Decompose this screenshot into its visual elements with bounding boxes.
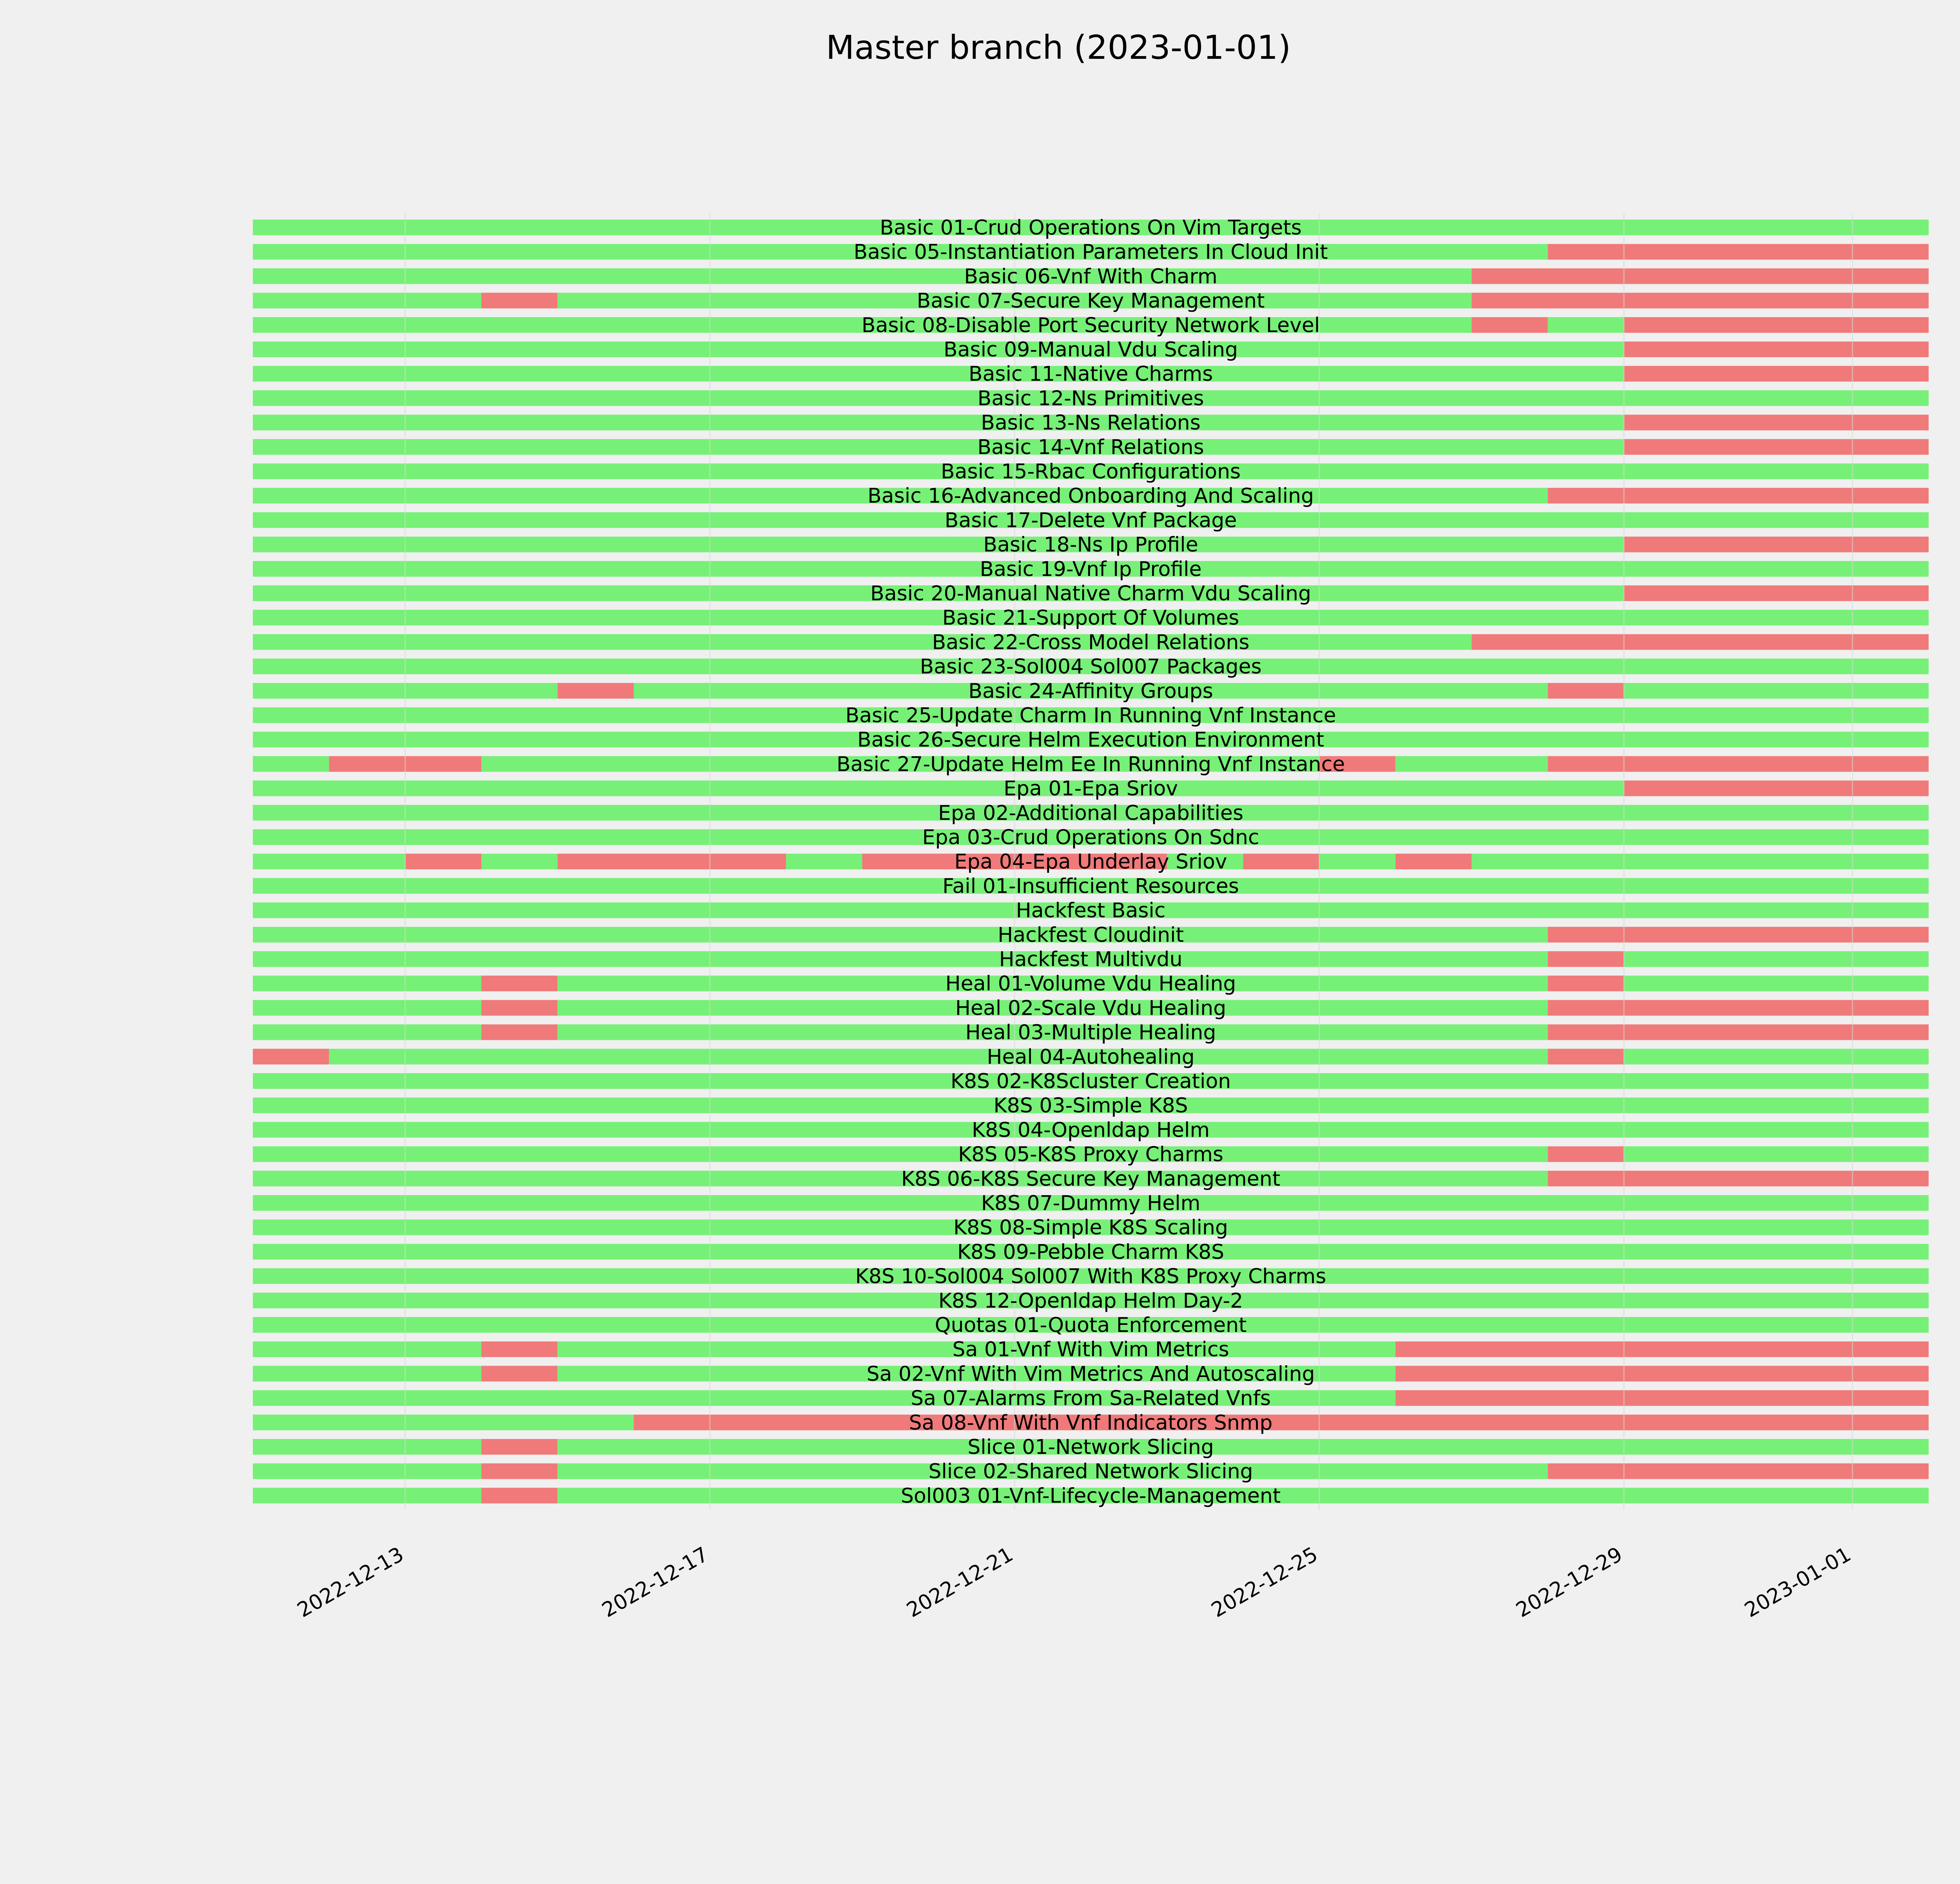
pass-segment <box>557 1439 1929 1455</box>
fail-segment <box>1396 854 1472 869</box>
pass-segment <box>253 1463 481 1479</box>
fail-segment <box>481 1000 557 1016</box>
pass-segment <box>253 927 1548 943</box>
pass-segment <box>329 1049 1548 1065</box>
pass-segment <box>253 366 1624 382</box>
row-label: Basic 12-Ns Primitives <box>977 387 1204 411</box>
row-label: Hackfest Multivdu <box>999 948 1183 971</box>
fail-segment <box>1548 244 1929 260</box>
pass-segment <box>253 781 1624 796</box>
x-axis-ticks <box>293 1542 1855 1622</box>
row-label: Fail 01-Insufficient Resources <box>942 874 1239 898</box>
pass-segment <box>253 1146 1548 1162</box>
fail-segment <box>1548 976 1624 991</box>
fail-segment <box>1548 1463 1929 1479</box>
x-tick-label: 2022-12-29 <box>1512 1542 1627 1622</box>
row-label: K8S 08-Simple K8S Scaling <box>953 1216 1228 1240</box>
fail-segment <box>1548 927 1929 943</box>
pass-segment <box>253 634 1472 650</box>
row-label: Basic 08-Disable Port Security Network Level <box>861 313 1320 337</box>
row-label: Heal 03-Multiple Healing <box>965 1021 1216 1045</box>
row-label: Sa 01-Vnf With Vim Metrics <box>952 1338 1229 1362</box>
row-label: Basic 17-Delete Vnf Package <box>944 509 1237 532</box>
fail-segment <box>405 854 481 869</box>
chart-title: Master branch (2023-01-01) <box>826 28 1291 67</box>
row-label: Epa 03-Crud Operations On Sdnc <box>922 826 1259 849</box>
row-label: Epa 04-Epa Underlay Sriov <box>954 850 1227 874</box>
row-label: K8S 09-Pebble Charm K8S <box>957 1240 1225 1264</box>
x-tick-label: 2023-01-01 <box>1740 1542 1855 1622</box>
row-label: Basic 11-Native Charms <box>968 362 1213 386</box>
row-label: Basic 22-Cross Model Relations <box>932 630 1250 654</box>
row-label: Heal 02-Scale Vdu Healing <box>955 996 1227 1020</box>
row-label: Basic 16-Advanced Onboarding And Scaling <box>867 484 1314 508</box>
row-label: Basic 09-Manual Vdu Scaling <box>943 338 1238 362</box>
pass-segment <box>253 439 1624 455</box>
pass-segment <box>1319 854 1395 869</box>
pass-segment <box>1396 756 1548 772</box>
fail-segment <box>1396 1390 1929 1406</box>
pass-segment <box>1624 683 1929 699</box>
fail-segment <box>1548 1146 1624 1162</box>
x-tick-label: 2022-12-17 <box>598 1542 713 1622</box>
fail-segment <box>481 1025 557 1040</box>
fail-segment <box>634 1415 1929 1430</box>
pass-segment <box>253 342 1624 357</box>
fail-segment <box>557 854 786 869</box>
pass-segment <box>253 293 481 309</box>
fail-segment <box>1624 317 1929 333</box>
fail-segment <box>1548 756 1929 772</box>
fail-segment <box>1624 415 1929 431</box>
fail-segment <box>481 1488 557 1503</box>
row-label: Basic 23-Sol004 Sol007 Packages <box>920 655 1262 679</box>
row-label: K8S 04-Openldap Helm <box>971 1118 1210 1142</box>
row-label: Hackfest Basic <box>1016 899 1166 923</box>
row-label: K8S 07-Dummy Helm <box>981 1192 1201 1215</box>
row-label: Basic 07-Secure Key Management <box>916 289 1265 313</box>
pass-segment <box>1624 976 1929 991</box>
fail-segment <box>1548 1049 1624 1065</box>
row-label: K8S 03-Simple K8S <box>993 1094 1188 1118</box>
pass-segment <box>1548 317 1624 333</box>
row-label: Quotas 01-Quota Enforcement <box>935 1314 1247 1337</box>
fail-segment <box>481 1341 557 1357</box>
fail-segment <box>253 1049 329 1065</box>
row-label: Basic 15-Rbac Configurations <box>941 460 1241 483</box>
row-label: Sa 08-Vnf With Vnf Indicators Snmp <box>909 1411 1273 1435</box>
row-label: K8S 10-Sol004 Sol007 With K8S Proxy Charms <box>855 1264 1327 1288</box>
row-label: K8S 06-K8S Secure Key Management <box>901 1167 1281 1191</box>
row-label: Epa 01-Epa Sriov <box>1004 777 1178 801</box>
pass-segment <box>253 951 1548 967</box>
fail-segment <box>481 293 557 309</box>
fail-segment <box>1472 317 1548 333</box>
pass-segment <box>253 1341 481 1357</box>
pass-segment <box>1624 1146 1929 1162</box>
fail-segment <box>1548 488 1929 503</box>
pass-segment <box>253 1488 481 1503</box>
pass-segment <box>253 268 1472 284</box>
fail-segment <box>1548 1000 1929 1016</box>
fail-segment <box>1548 1025 1929 1040</box>
row-label: Sa 07-Alarms From Sa-Related Vnfs <box>911 1386 1271 1410</box>
row-label: Basic 25-Update Charm In Running Vnf Instance <box>845 704 1336 727</box>
fail-segment <box>1396 1366 1929 1381</box>
row-label: Slice 01-Network Slicing <box>967 1435 1214 1459</box>
fail-segment <box>481 976 557 991</box>
pass-segment <box>1624 1049 1929 1065</box>
row-label: K8S 05-K8S Proxy Charms <box>958 1143 1223 1166</box>
fail-segment <box>1472 634 1929 650</box>
fail-segment <box>1472 293 1929 309</box>
row-label: Basic 14-Vnf Relations <box>977 435 1204 459</box>
pass-segment <box>253 415 1624 431</box>
row-label: Basic 21-Support Of Volumes <box>942 606 1240 630</box>
row-label: Basic 13-Ns Relations <box>981 411 1201 435</box>
row-label: Basic 27-Update Helm Ee In Running Vnf Instance <box>836 752 1345 776</box>
row-label: Heal 01-Volume Vdu Healing <box>945 972 1236 996</box>
row-label: Slice 02-Shared Network Slicing <box>928 1460 1253 1484</box>
x-tick-label: 2022-12-21 <box>902 1542 1017 1622</box>
fail-segment <box>557 683 633 699</box>
row-label: Basic 05-Instantiation Parameters In Cloud Init <box>853 240 1328 264</box>
row-label: Basic 19-Vnf Ip Profile <box>980 557 1202 581</box>
fail-segment <box>1548 1171 1929 1186</box>
pass-segment <box>1624 951 1929 967</box>
pass-segment <box>481 854 557 869</box>
row-label: Sa 02-Vnf With Vim Metrics And Autoscaling <box>866 1362 1315 1386</box>
fail-segment <box>1548 683 1624 699</box>
fail-segment <box>481 1366 557 1381</box>
fail-segment <box>1472 268 1929 284</box>
pass-segment <box>253 1025 481 1040</box>
fail-segment <box>1396 1341 1929 1357</box>
fail-segment <box>1624 342 1929 357</box>
pass-segment <box>253 537 1624 552</box>
row-label: Heal 04-Autohealing <box>987 1045 1195 1069</box>
pass-segment <box>253 1366 481 1381</box>
row-label: Basic 26-Secure Helm Execution Environment <box>857 728 1324 752</box>
fail-segment <box>1624 585 1929 601</box>
row-label: Basic 24-Affinity Groups <box>968 679 1213 703</box>
pass-segment <box>253 854 405 869</box>
pass-segment <box>253 976 481 991</box>
row-label: Epa 02-Additional Capabilities <box>938 801 1243 825</box>
pass-segment <box>1472 854 1929 869</box>
fail-segment <box>1548 951 1624 967</box>
row-label: Basic 06-Vnf With Charm <box>964 265 1218 289</box>
pass-segment <box>253 756 329 772</box>
row-label: K8S 02-K8Scluster Creation <box>950 1070 1231 1093</box>
pass-segment <box>253 1439 481 1455</box>
row-label: K8S 12-Openldap Helm Day-2 <box>938 1289 1243 1313</box>
row-label: Basic 18-Ns Ip Profile <box>983 533 1198 557</box>
pass-segment <box>253 1000 481 1016</box>
fail-segment <box>481 1463 557 1479</box>
fail-segment <box>1624 781 1929 796</box>
fail-segment <box>1243 854 1319 869</box>
x-tick-label: 2022-12-25 <box>1207 1542 1322 1622</box>
fail-segment <box>481 1439 557 1455</box>
row-label: Basic 01-Crud Operations On Vim Targets <box>880 216 1302 240</box>
pass-segment <box>253 1171 1548 1186</box>
pass-segment <box>253 1415 634 1430</box>
pass-segment <box>786 854 862 869</box>
row-label: Sol003 01-Vnf-Lifecycle-Management <box>900 1484 1281 1508</box>
row-label: Basic 20-Manual Native Charm Vdu Scaling <box>870 582 1311 605</box>
fail-segment <box>1624 439 1929 455</box>
x-tick-label: 2022-12-13 <box>293 1542 408 1622</box>
row-label: Hackfest Cloudinit <box>998 923 1184 947</box>
fail-segment <box>1624 537 1929 552</box>
fail-segment <box>1624 366 1929 382</box>
